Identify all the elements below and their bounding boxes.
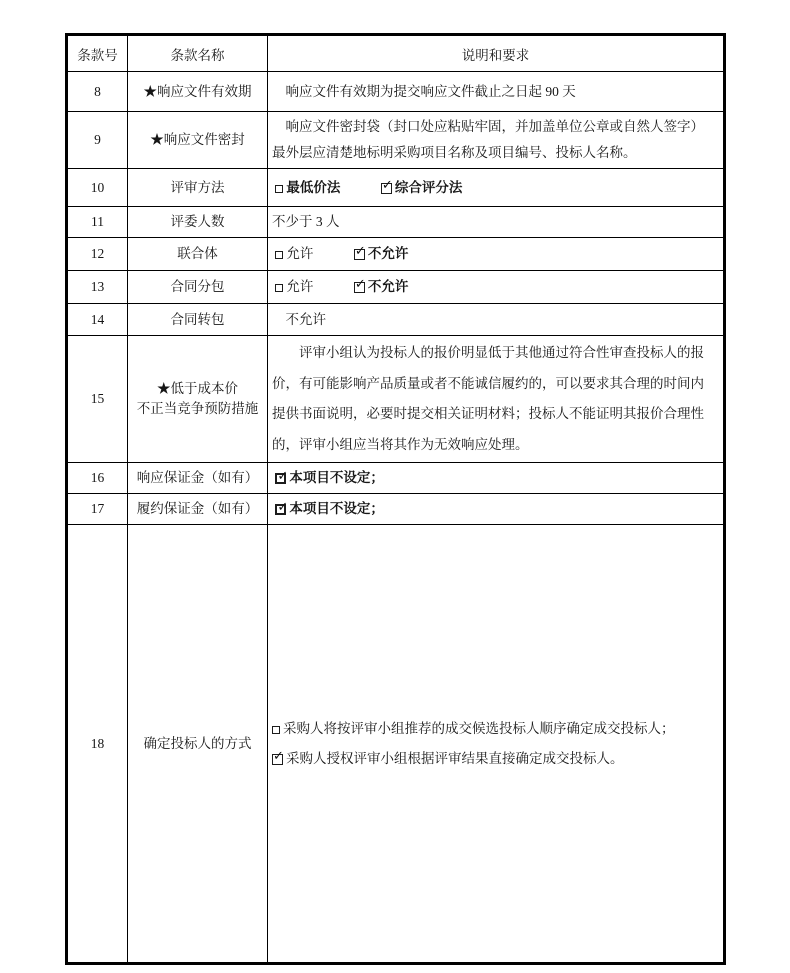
description-text: 允许 <box>286 246 314 261</box>
description-line <box>272 140 719 166</box>
table-header <box>67 35 725 72</box>
clause-description-cell <box>268 525 725 964</box>
table-body <box>67 72 725 964</box>
clause-number-cell: 9 <box>67 112 128 169</box>
clause-number-cell: 13 <box>67 271 128 304</box>
clause-name-text: 评审方法 <box>170 179 225 195</box>
table-row <box>67 271 725 304</box>
clause-description-cell <box>268 336 725 463</box>
column-header-clause-name: 条款名称 <box>128 35 268 72</box>
table-row <box>67 494 725 525</box>
description-text: 采购人将按评审小组推荐的成交候选投标人顺序确定成交投标人； <box>283 720 675 736</box>
description-line <box>272 399 719 430</box>
clause-name-text: ★响应文件有效期 <box>143 83 252 99</box>
checkbox-checked-icon <box>275 504 286 515</box>
clause-name-text: 不正当竞争预防措施 <box>136 401 259 416</box>
column-header-description: 说明和要求 <box>268 35 725 72</box>
table-row <box>67 72 725 112</box>
description-text <box>340 180 381 195</box>
clause-name-text: 合同分包 <box>170 279 225 294</box>
description-line <box>272 241 719 267</box>
checkbox-checked-icon <box>272 754 283 765</box>
description-line <box>272 716 719 742</box>
description-text <box>313 246 354 261</box>
clause-number-cell: 16 <box>67 463 128 494</box>
table-row <box>67 463 725 494</box>
checkbox-unchecked-icon <box>272 726 280 734</box>
description-line <box>272 338 719 369</box>
checkbox-unchecked-icon <box>275 185 283 193</box>
clause-name-text: ★响应文件密封 <box>150 132 245 147</box>
table-row <box>67 112 725 169</box>
description-text: 本项目不设定； <box>289 470 384 485</box>
clause-name-cell <box>128 207 268 238</box>
clause-name-cell <box>128 169 268 207</box>
checkbox-checked-icon <box>354 249 365 260</box>
clause-name-cell <box>128 463 268 494</box>
clause-name-text: 联合体 <box>177 246 218 261</box>
description-text: 响应文件有效期为提交响应文件截止之日起 90 天 <box>272 83 576 99</box>
table-row <box>67 238 725 271</box>
clause-number-cell: 10 <box>67 169 128 207</box>
clause-name-text: 履约保证金（如有） <box>136 501 259 516</box>
clause-number-cell: 8 <box>67 72 128 112</box>
table-row <box>67 336 725 463</box>
description-text: 响应文件密封袋（封口处应粘贴牢固，并加盖单位公章或自然人签字） <box>272 119 704 134</box>
checkbox-checked-icon <box>354 282 365 293</box>
description-text: 价，有可能影响产品质量或者不能诚信履约的，可以要求其合理的时间内 <box>272 375 704 391</box>
clause-name-cell <box>128 112 268 169</box>
clause-name-text: 合同转包 <box>170 311 225 327</box>
description-line <box>272 274 719 300</box>
checkbox-checked-icon <box>275 473 286 484</box>
column-header-clause-no: 条款号 <box>67 35 128 72</box>
clause-name-cell <box>128 304 268 336</box>
clause-description-cell <box>268 494 725 525</box>
description-text: 综合评分法 <box>394 179 463 195</box>
clause-name-cell <box>128 494 268 525</box>
description-text: 最低价法 <box>286 179 341 195</box>
description-text <box>313 279 354 294</box>
description-text: 不允许 <box>367 246 409 261</box>
description-text: 提供书面说明，必要时提交相关证明材料；投标人不能证明其报价合理性 <box>272 406 704 421</box>
description-line <box>272 79 719 105</box>
checkbox-unchecked-icon <box>275 251 283 259</box>
description-line <box>272 369 719 400</box>
description-line <box>272 746 719 772</box>
checkbox-unchecked-icon <box>275 284 283 292</box>
clause-description-cell <box>268 271 725 304</box>
clause-name-text: 评委人数 <box>170 214 225 229</box>
description-line <box>272 114 719 140</box>
clause-number-cell: 18 <box>67 525 128 964</box>
description-text: 采购人授权评审小组根据评审结果直接确定成交投标人。 <box>286 750 624 766</box>
description-text: 不允许 <box>272 311 326 327</box>
clauses-table <box>65 33 726 965</box>
clause-name-text: ★低于成本价 <box>157 381 238 396</box>
clause-description-cell <box>268 238 725 271</box>
clause-number-cell: 15 <box>67 336 128 463</box>
description-text: 评审小组认为投标人的报价明显低于其他通过符合性审查投标人的报 <box>272 345 704 360</box>
clause-name-cell <box>128 525 268 964</box>
description-text: 不少于 3 人 <box>272 214 340 229</box>
table-row <box>67 304 725 336</box>
clause-name-cell <box>128 336 268 463</box>
table-row <box>67 169 725 207</box>
clause-number-cell: 11 <box>67 207 128 238</box>
description-text: 本项目不设定； <box>289 501 384 516</box>
clause-description-cell <box>268 304 725 336</box>
table-row <box>67 207 725 238</box>
description-line <box>272 465 719 491</box>
clause-number-cell: 12 <box>67 238 128 271</box>
clause-name-text: 确定投标人的方式 <box>143 735 252 751</box>
description-text: 允许 <box>286 279 314 294</box>
description-line <box>272 307 719 333</box>
description-line <box>272 430 719 461</box>
clause-number-cell: 14 <box>67 304 128 336</box>
description-line <box>272 496 719 522</box>
header-row <box>67 35 725 72</box>
clause-number-cell: 17 <box>67 494 128 525</box>
clause-description-cell <box>268 112 725 169</box>
description-text: 不允许 <box>367 279 409 294</box>
clause-description-cell <box>268 207 725 238</box>
description-line <box>272 209 719 235</box>
clause-description-cell <box>268 169 725 207</box>
description-text: 最外层应清楚地标明采购项目名称及项目编号、投标人名称。 <box>272 145 637 160</box>
checkbox-checked-icon <box>381 183 392 194</box>
clause-name-cell <box>128 238 268 271</box>
table-row <box>67 525 725 964</box>
description-line <box>272 175 719 201</box>
description-text: 的，评审小组应当将其作为无效响应处理。 <box>272 436 529 452</box>
clause-description-cell <box>268 72 725 112</box>
clause-description-cell <box>268 463 725 494</box>
clause-name-cell <box>128 271 268 304</box>
clause-name-cell <box>128 72 268 112</box>
clause-name-text: 响应保证金（如有） <box>136 470 259 485</box>
